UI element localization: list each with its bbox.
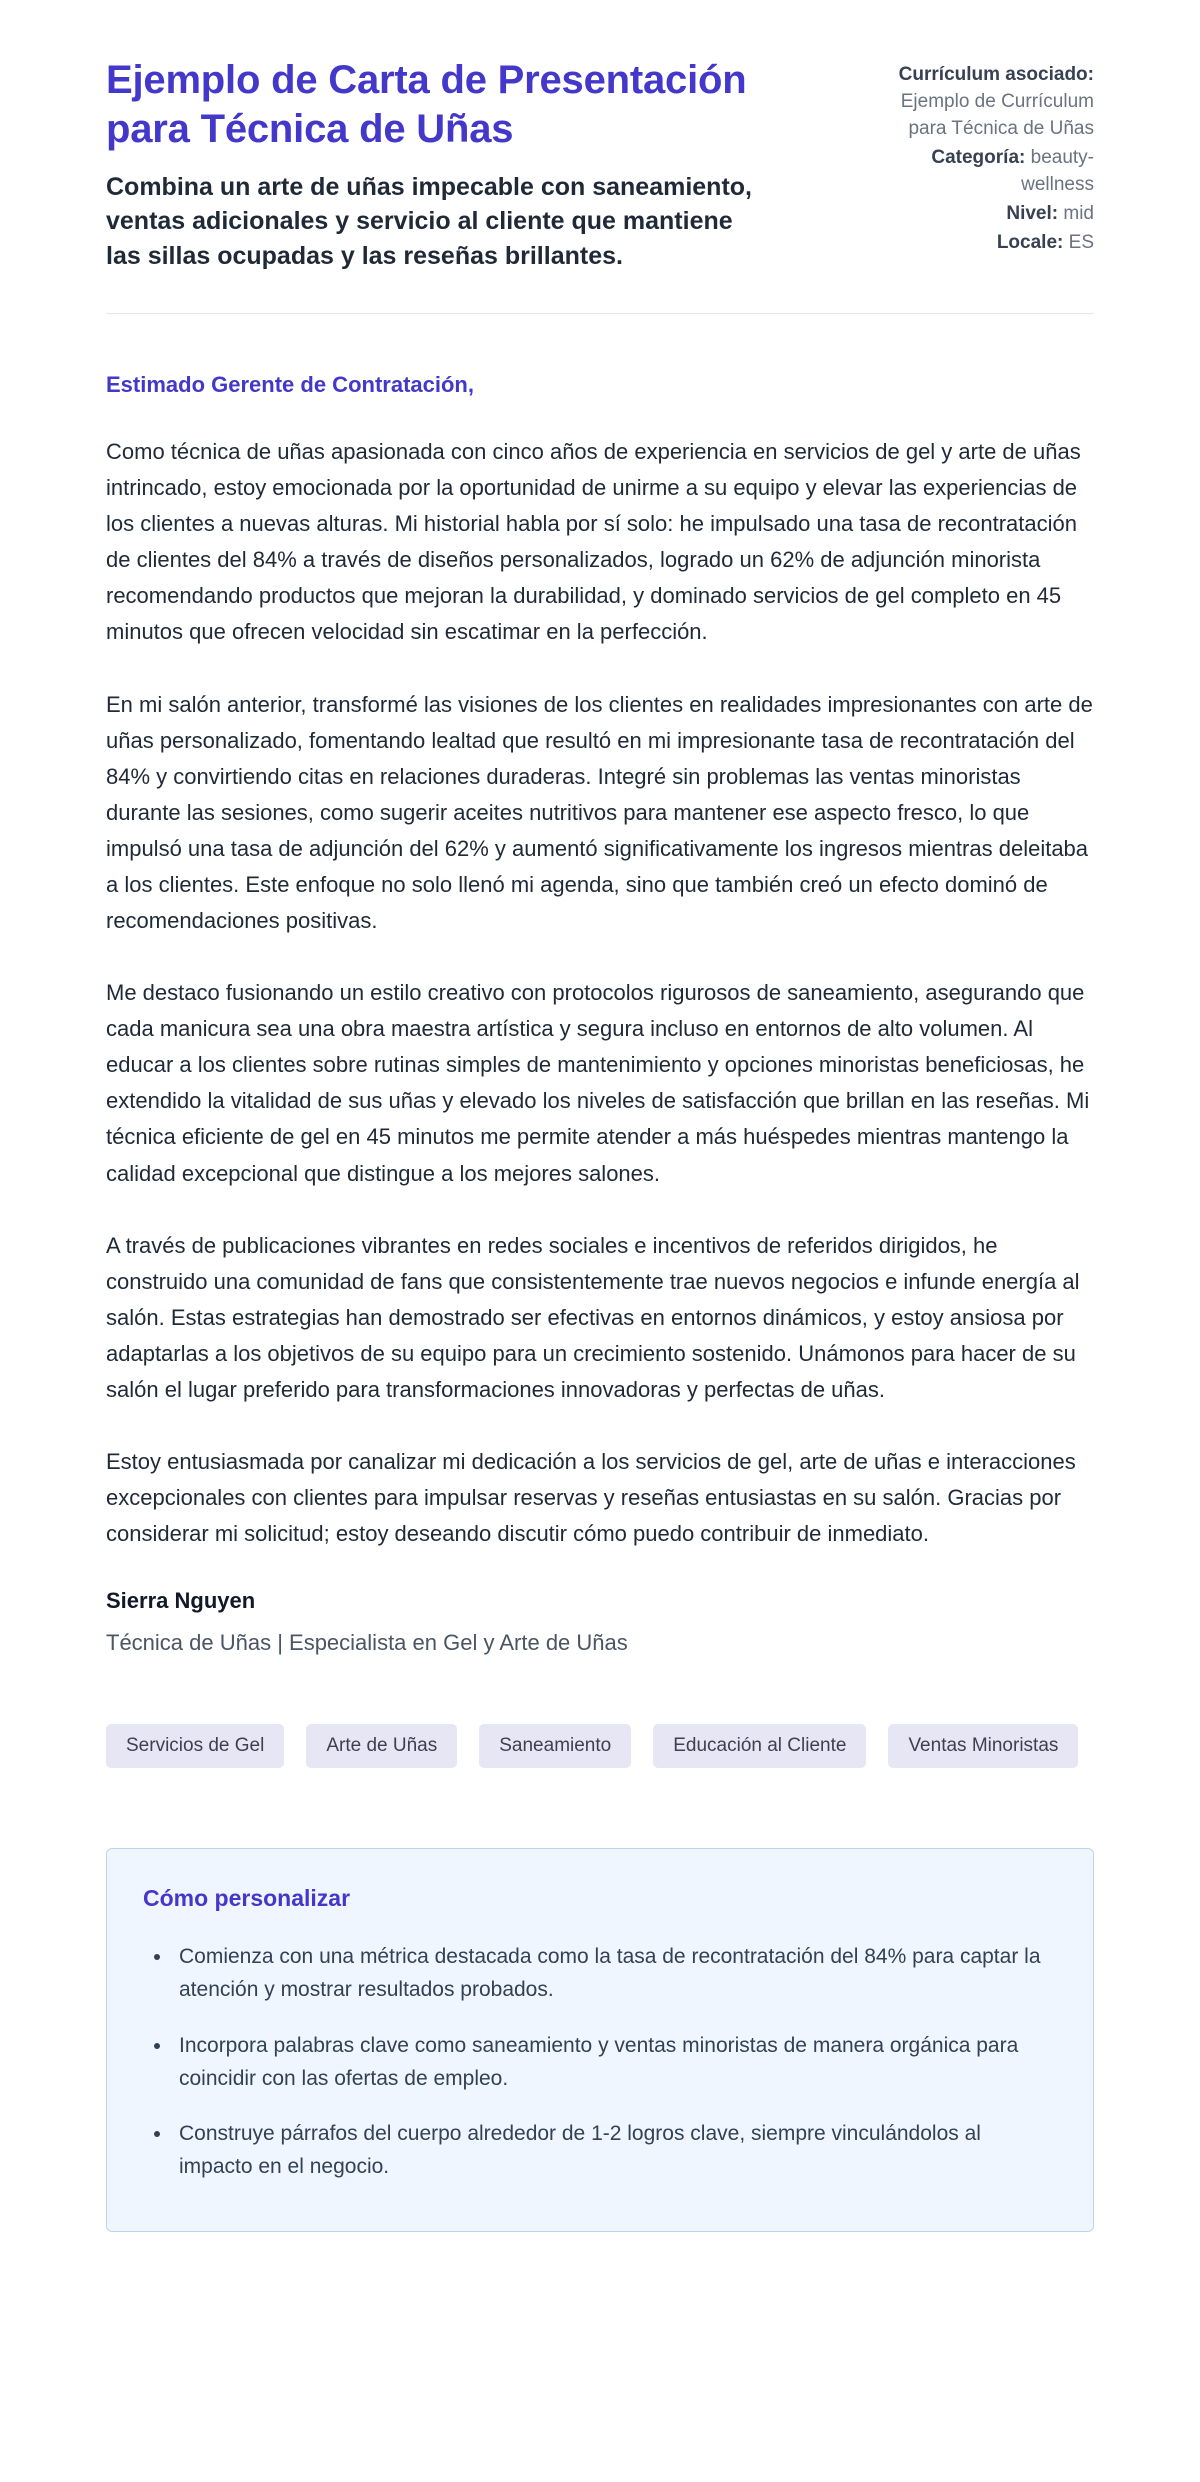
meta-value: ES — [1068, 231, 1094, 253]
header-left — [106, 56, 756, 273]
skill-tag: Ventas Minoristas — [888, 1724, 1078, 1768]
letter-paragraph-2: En mi salón anterior, transformé las visiones de los clientes en realidades impresionantes con arte de uñas personalizado, fomentando lealtad que resultó en mi impresionante tasa de recontratación del 84% y convirtiendo citas en relaciones duraderas. Integré sin problemas las ventas minoristas durante las sesiones, como sugerir aceites nutritivos para mantener ese aspecto fresco, lo que impulsó una tasa de adjunción del 62% y aumentó significativamente los ingresos mientras deleitaba a los clientes. Este enfoque no solo llenó mi agenda, sino que también creó un efecto dominó de recomendaciones positivas. — [106, 691, 1093, 934]
meta-row-category — [869, 145, 1094, 199]
tips-title: Cómo personalizar — [143, 1885, 351, 1912]
meta-row-locale — [869, 230, 1094, 257]
tip-item-1: • Comienza con una métrica destacada como la tasa de recontratación del 84% para captar la atención y mostrar resultados probados. — [173, 1940, 1057, 2006]
signature-name: Sierra Nguyen — [106, 1588, 256, 1614]
page-subtitle: Combina un arte de uñas impecable con saneamiento, ventas adicionales y servicio al cliente que mantiene las sillas ocupadas y las reseñas brillantes. — [106, 172, 752, 270]
header — [106, 56, 1094, 273]
meta-label: Currículum asociado: — [898, 64, 1094, 85]
meta-row-level — [869, 201, 1094, 228]
skill-tag: Servicios de Gel — [106, 1724, 284, 1768]
content-container — [106, 0, 1094, 2232]
meta-row-resume — [869, 62, 1094, 143]
tip-item-3: • Construye párrafos del cuerpo alrededor de 1-2 logros clave, siempre vinculándolos al impacto en el negocio. — [173, 2117, 1057, 2183]
header-divider — [106, 313, 1094, 314]
tip-item-2: • Incorpora palabras clave como saneamiento y ventas minoristas de manera orgánica para coincidir con las ofertas de empleo. — [173, 2029, 1057, 2095]
letter-paragraph-4: A través de publicaciones vibrantes en redes sociales e incentivos de referidos dirigidos, he construido una comunidad de fans que consistentemente trae nuevos negocios e infunde energía al salón. Estas estrategias han demostrado ser efectivas en entornos dinámicos, y estoy ansiosa por adaptarlas a los objetivos de su equipo para un crecimiento sostenido. Unámonos para hacer de su salón el lugar preferido para transformaciones innovadoras y perfectas de uñas. — [106, 1232, 1080, 1402]
letter-paragraph-5: Estoy entusiasmada por canalizar mi dedicación a los servicios de gel, arte de uñas e interacciones excepcionales con clientes para impulsar reservas y reseñas entusiastas en su salón. Gracias por considerar mi solicitud; estoy deseando discutir cómo puedo contribuir de inmediato. — [106, 1448, 1076, 1547]
meta-value: beauty-wellness — [1021, 146, 1094, 195]
skill-tag: Arte de Uñas — [306, 1724, 457, 1768]
meta-label: Categoría: — [931, 146, 1026, 168]
letter-paragraph-3: Me destaco fusionando un estilo creativo con protocolos rigurosos de saneamiento, asegurando que cada manicura sea una obra maestra artística y segura incluso en entornos de alto volumen. Al educar a los clientes sobre rutinas simples de mantenimiento y opciones minoristas beneficiosas, he extendido la vitalidad de sus uñas y elevado los niveles de satisfacción que brillan en las reseñas. Mi técnica eficiente de gel en 45 minutos me permite atender a más huéspedes mientras mantengo la calidad excepcional que distingue a los mejores salones. — [106, 980, 1090, 1186]
meta-value: Ejemplo de Currículum para Técnica de Uñas — [900, 90, 1094, 139]
customization-tips-box — [106, 1848, 1094, 2232]
meta-block — [869, 56, 1094, 259]
skill-tags — [106, 1724, 1094, 1768]
tips-list — [143, 1940, 1057, 2183]
letter-greeting: Estimado Gerente de Contratación, — [106, 372, 474, 398]
signature-title: Técnica de Uñas | Especialista en Gel y Arte de Uñas — [106, 1630, 628, 1656]
skill-tag: Saneamiento — [479, 1724, 631, 1768]
meta-label: Nivel: — [1006, 202, 1059, 224]
cover-letter — [106, 372, 1094, 1656]
letter-paragraph-1: Como técnica de uñas apasionada con cinco años de experiencia en servicios de gel y arte de uñas intrincado, estoy emocionada por la oportunidad de unirme a su equipo y elevar las experiencias de los clientes a nuevas alturas. Mi historial habla por sí solo: he impulsado una tasa de recontratación de clientes del 84% a través de diseños personalizados, logrado un 62% de adjunción minorista recomendando productos que mejoran la durabilidad, y dominado servicios de gel completo en 45 minutos que ofrecen velocidad sin escatimar en la perfección. — [106, 439, 1081, 645]
meta-value: mid — [1063, 202, 1094, 224]
meta-label: Locale: — [996, 231, 1064, 253]
skill-tag: Educación al Cliente — [653, 1724, 866, 1768]
page-title: Ejemplo de Carta de Presentación para Técnica de Uñas — [106, 58, 747, 151]
